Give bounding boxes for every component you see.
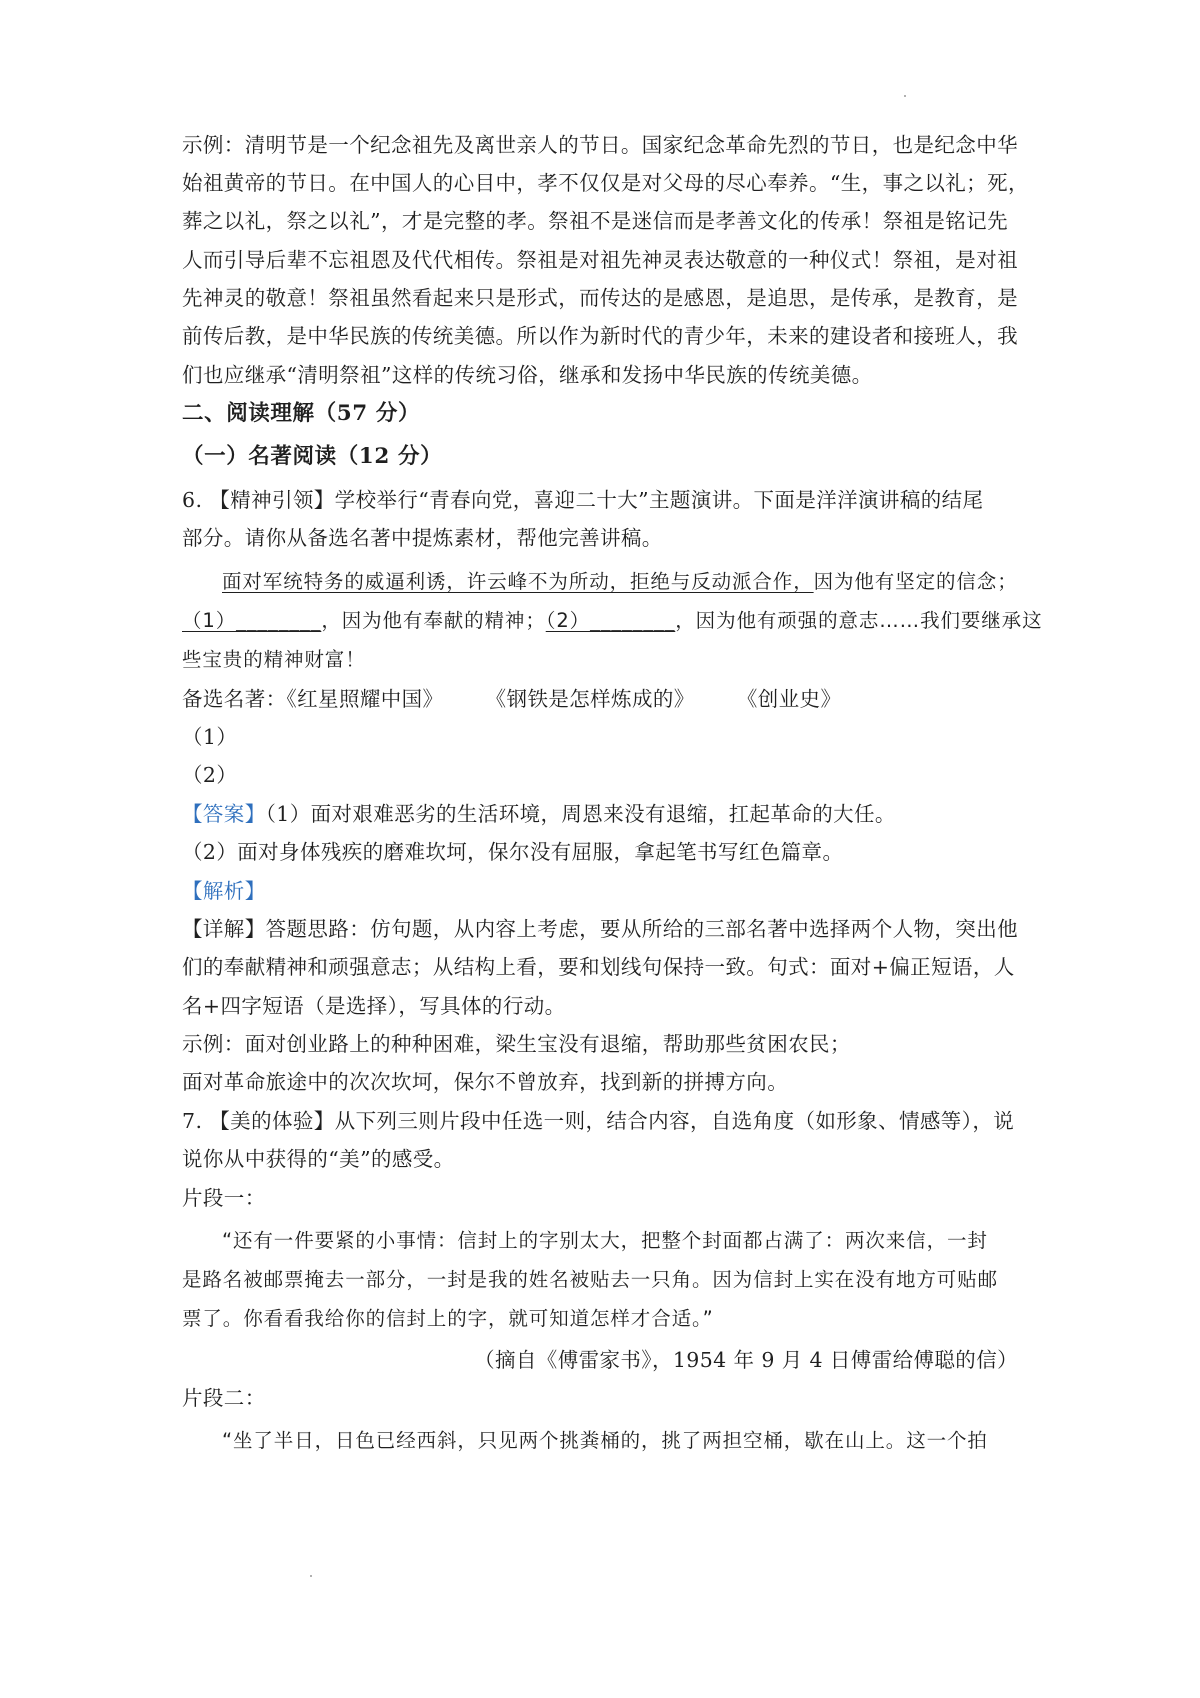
fragment-2-label: 片段二： [182,1386,266,1410]
answer-tag: 【答案】 [182,802,266,826]
analysis-tag: 【解析】 [182,879,266,903]
answer-text: （1）面对艰难恶劣的生活环境，周恩来没有退缩，扛起革命的大任。 [265,802,896,826]
example-answer-line: 面对革命旅途中的次次坎坷，保尔不曾放弃，找到新的拼搏方向。 [182,1070,789,1094]
example-answer-line: 示例：面对创业路上的种种困难，梁生宝没有退缩，帮助那些贫困农民； [182,1032,851,1056]
answer-line-2: （2）面对身体残疾的磨难坎坷，保尔没有屈服，拿起笔书写红色篇章。 [182,840,844,864]
scan-speck [904,95,906,97]
candidate-books: 备选名著：《红星照耀中国》 《钢铁是怎样炼成的》 《创业史》 [182,687,842,711]
speech-text: ，因为他有顽强的意志……我们要继承这 [675,609,1043,632]
example-paragraph-line: 先神灵的敬意！祭祖虽然看起来只是形式，而传达的是感恩，是追思，是传承，是教育，是 [182,286,1018,310]
fragment-1-source: （摘自《傅雷家书》，1954 年 9 月 4 日傅雷给傅聪的信） [474,1348,1018,1372]
q7-stem-line: 说你从中获得的“美”的感受。 [182,1147,455,1171]
fragment-2-line: “坐了半日，日色已经西斜，只见两个挑粪桶的，挑了两担空桶，歇在山上。这一个拍 [222,1429,988,1452]
example-paragraph-line: 葬之以礼，祭之以礼”，才是完整的孝。祭祖不是迷信而是孝善文化的传承！祭祖是铭记先 [182,209,1008,233]
speech-text: ，因为他有奉献的精神； [321,609,546,632]
example-paragraph-line: 们也应继承“清明祭祖”这样的传统习俗，继承和发扬中华民族的传统美德。 [182,363,873,387]
subsection-title: （一）名著阅读（12 分） [182,444,443,469]
detail-line: 名+四字短语（是选择），写具体的行动。 [182,994,566,1018]
fragment-1-label: 片段一： [182,1186,266,1210]
blank-2: （2）________ [545,609,676,632]
example-paragraph-line: 人而引导后辈不忘祖恩及代代相传。祭祖是对祖先神灵表达敬意的一种仪式！祭祖，是对祖 [182,248,1018,272]
example-paragraph-line: 始祖黄帝的节日。在中国人的心目中，孝不仅仅是对父母的尽心奉养。“生，事之以礼；死， [182,171,1029,195]
fragment-1-line: 票了。你看看我给你的信封上的字，就可知道怎样才合适。” [182,1307,714,1330]
speech-line-1 [222,567,1018,597]
answer-slot-1: （1） [182,725,238,749]
q6-stem-line: 部分。请你从备选名著中提炼素材，帮他完善讲稿。 [182,526,663,550]
section-title: 二、阅读理解（57 分） [182,401,421,426]
answer-line-1 [182,799,896,829]
blank-1: （1）________ [182,609,322,632]
speech-line-2 [182,606,1042,636]
detail-line: 【详解】答题思路：仿句题，从内容上考虑，要从所给的三部名著中选择两个人物，突出他 [182,917,1018,941]
example-paragraph-line: 前传后教，是中华民族的传统美德。所以作为新时代的青少年，未来的建设者和接班人，我 [182,324,1018,348]
scan-speck [310,1575,312,1577]
speech-text: 因为他有坚定的信念； [813,570,1018,593]
answer-slot-2: （2） [182,763,238,787]
q7-stem-line: 7. 【美的体验】从下列三则片段中任选一则，结合内容，自选角度（如形象、情感等），说 [182,1109,1015,1133]
q6-stem-line: 6. 【精神引领】学校举行“青春向党，喜迎二十大”主题演讲。下面是洋洋演讲稿的结尾 [182,488,984,512]
fragment-1-line: “还有一件要紧的小事情：信封上的字别太大，把整个封面都占满了：两次来信，一封 [222,1229,988,1252]
speech-line-3: 些宝贵的精神财富！ [182,648,366,671]
detail-line: 们的奉献精神和顽强意志；从结构上看，要和划线句保持一致。句式：面对+偏正短语，人 [182,955,1015,979]
example-paragraph-line: 示例：清明节是一个纪念祖先及离世亲人的节日。国家纪念革命先烈的节日，也是纪念中华 [182,133,1018,157]
speech-underlined-sentence: 面对军统特务的威逼利诱，许云峰不为所动，拒绝与反动派合作， [222,570,814,593]
fragment-1-line: 是路名被邮票掩去一部分，一封是我的姓名被贴去一只角。因为信封上实在没有地方可贴邮 [182,1268,999,1291]
